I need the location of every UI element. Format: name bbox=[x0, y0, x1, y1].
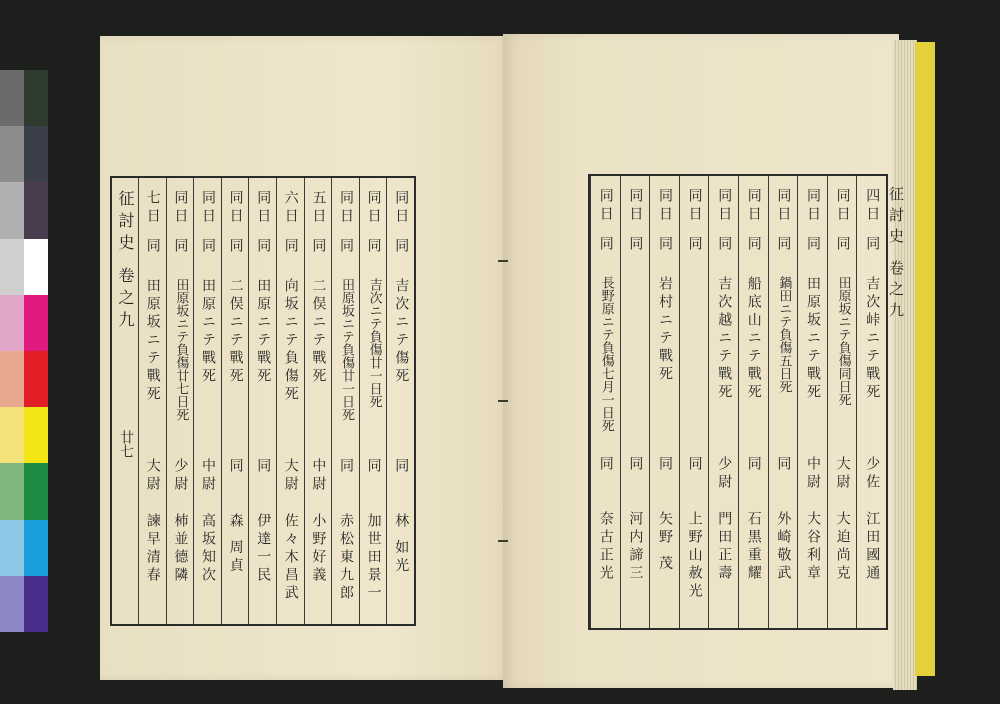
record-word: 同 bbox=[282, 238, 299, 256]
record-word: 同 bbox=[627, 236, 644, 254]
color-swatch bbox=[0, 70, 24, 126]
record-date: 同日 bbox=[337, 190, 354, 226]
color-swatch bbox=[0, 239, 24, 295]
record-date: 同日 bbox=[255, 190, 272, 226]
record-rank: 同 bbox=[775, 456, 792, 474]
record-name: 上野山赦光 bbox=[686, 511, 703, 601]
record-name: 矢野 茂 bbox=[656, 511, 673, 574]
record-rank: 同 bbox=[337, 458, 354, 476]
record-event: 田原ニテ戰死 bbox=[199, 278, 216, 386]
record-column bbox=[166, 178, 194, 624]
record-name: 奈古正光 bbox=[597, 511, 614, 583]
record-date: 同日 bbox=[393, 190, 410, 226]
record-name: 江田國通 bbox=[864, 511, 881, 583]
record-name: 佐々木昌武 bbox=[282, 513, 299, 603]
record-column bbox=[649, 176, 679, 628]
record-date: 七日 bbox=[144, 190, 161, 226]
record-column bbox=[386, 178, 414, 624]
record-date: 同日 bbox=[365, 190, 382, 226]
record-rank: 同 bbox=[686, 456, 703, 474]
record-rank: 同 bbox=[365, 458, 382, 476]
record-event: 吉次越ニテ戰死 bbox=[716, 276, 733, 402]
record-name: 大迫尚克 bbox=[834, 511, 851, 583]
record-column bbox=[679, 176, 709, 628]
record-event: 長野原ニテ負傷七月一日死 bbox=[598, 276, 614, 432]
record-rank: 大尉 bbox=[144, 458, 161, 494]
record-word: 同 bbox=[864, 236, 881, 254]
record-name: 赤松東九郎 bbox=[337, 513, 354, 603]
record-word: 同 bbox=[365, 238, 382, 256]
record-rank: 同 bbox=[393, 458, 410, 476]
record-column bbox=[138, 178, 166, 624]
record-rank: 少佐 bbox=[864, 456, 881, 492]
record-name: 大谷利章 bbox=[804, 511, 821, 583]
binding-stitch bbox=[498, 260, 508, 262]
record-date: 四日 bbox=[864, 188, 881, 224]
record-rank: 大尉 bbox=[282, 458, 299, 494]
record-event: 田原坂ニテ負傷廿七日死 bbox=[173, 278, 189, 421]
record-name: 石黒重耀 bbox=[745, 511, 762, 583]
record-event: 田原坂ニテ負傷同日死 bbox=[835, 276, 851, 406]
binding-stitch bbox=[498, 540, 508, 542]
record-word: 同 bbox=[255, 238, 272, 256]
color-swatch bbox=[24, 295, 48, 351]
record-word: 同 bbox=[834, 236, 851, 254]
record-column bbox=[827, 176, 857, 628]
record-name: 門田正壽 bbox=[716, 511, 733, 583]
record-rank: 中尉 bbox=[310, 458, 327, 494]
record-column bbox=[331, 178, 359, 624]
record-column bbox=[708, 176, 738, 628]
record-word: 同 bbox=[775, 236, 792, 254]
record-column bbox=[590, 176, 620, 628]
record-date: 同日 bbox=[745, 188, 762, 224]
right-margin-title: 征討史 卷之九 bbox=[887, 186, 905, 323]
record-event: 吉次峠ニテ戰死 bbox=[864, 276, 881, 402]
record-rank: 同 bbox=[745, 456, 762, 474]
record-name: 加世田景一 bbox=[365, 513, 382, 603]
record-rank: 少尉 bbox=[172, 458, 189, 494]
record-word: 同 bbox=[716, 236, 733, 254]
record-event: 船底山ニテ戰死 bbox=[745, 276, 762, 402]
record-rank: 大尉 bbox=[834, 456, 851, 492]
record-name: 杮並德隣 bbox=[172, 513, 189, 585]
record-rank: 同 bbox=[656, 456, 673, 474]
record-date: 同日 bbox=[834, 188, 851, 224]
record-event: 吉次ニテ負傷廿一日死 bbox=[366, 278, 382, 408]
record-word: 同 bbox=[686, 236, 703, 254]
record-column bbox=[768, 176, 798, 628]
record-name: 河内諦三 bbox=[627, 511, 644, 583]
page-edges bbox=[893, 40, 917, 690]
record-rank: 同 bbox=[227, 458, 244, 476]
color-swatch bbox=[0, 520, 24, 576]
record-column bbox=[221, 178, 249, 624]
color-swatch bbox=[0, 351, 24, 407]
record-word: 同 bbox=[745, 236, 762, 254]
record-date: 同日 bbox=[199, 190, 216, 226]
record-event: 田原ニテ戰死 bbox=[255, 278, 272, 386]
record-word: 同 bbox=[656, 236, 673, 254]
record-column bbox=[797, 176, 827, 628]
record-name: 高坂知次 bbox=[199, 513, 216, 585]
yellow-cover-edge bbox=[915, 42, 935, 676]
record-date: 同日 bbox=[686, 188, 703, 224]
color-swatch bbox=[24, 576, 48, 632]
record-event: 田原坂ニテ戰死 bbox=[804, 276, 821, 402]
record-column bbox=[276, 178, 304, 624]
color-calibration-bar bbox=[0, 70, 48, 632]
record-column bbox=[304, 178, 332, 624]
record-word: 同 bbox=[804, 236, 821, 254]
record-event: 二俣ニテ戰死 bbox=[227, 278, 244, 386]
record-rank: 同 bbox=[627, 456, 644, 474]
color-swatch bbox=[0, 126, 24, 182]
left-page-number: 廿七 bbox=[118, 430, 134, 458]
record-name: 森 周貞 bbox=[227, 513, 244, 576]
color-swatch bbox=[24, 70, 48, 126]
record-rank: 同 bbox=[597, 456, 614, 474]
record-column bbox=[620, 176, 650, 628]
record-event: 二俣ニテ戰死 bbox=[310, 278, 327, 386]
color-swatch bbox=[0, 463, 24, 519]
record-word: 同 bbox=[337, 238, 354, 256]
record-rank: 同 bbox=[255, 458, 272, 476]
record-word: 同 bbox=[199, 238, 216, 256]
record-word: 同 bbox=[144, 238, 161, 256]
color-swatch bbox=[0, 182, 24, 238]
record-date: 同日 bbox=[227, 190, 244, 226]
color-swatch bbox=[24, 182, 48, 238]
record-word: 同 bbox=[172, 238, 189, 256]
record-rank: 少尉 bbox=[716, 456, 733, 492]
record-date: 同日 bbox=[804, 188, 821, 224]
color-swatch bbox=[24, 463, 48, 519]
record-event: 田原坂ニテ負傷廿一日死 bbox=[338, 278, 354, 421]
color-swatch bbox=[0, 407, 24, 463]
record-date: 同日 bbox=[597, 188, 614, 224]
record-column bbox=[359, 178, 387, 624]
record-event: 吉次ニテ傷死 bbox=[393, 278, 410, 386]
color-swatch bbox=[0, 576, 24, 632]
record-rank: 中尉 bbox=[199, 458, 216, 494]
record-rank: 中尉 bbox=[804, 456, 821, 492]
color-swatch bbox=[24, 520, 48, 576]
record-date: 同日 bbox=[775, 188, 792, 224]
record-name: 外崎敬武 bbox=[775, 511, 792, 583]
record-date: 同日 bbox=[656, 188, 673, 224]
color-swatch bbox=[24, 351, 48, 407]
record-word: 同 bbox=[393, 238, 410, 256]
binding-stitch bbox=[498, 400, 508, 402]
record-event: 向坂ニテ負傷死 bbox=[282, 278, 299, 404]
record-date: 六日 bbox=[282, 190, 299, 226]
right-ruled-table bbox=[588, 174, 888, 630]
record-word: 同 bbox=[310, 238, 327, 256]
record-name: 小野好義 bbox=[310, 513, 327, 585]
record-column bbox=[248, 178, 276, 624]
record-event: 鍋田ニテ負傷五日死 bbox=[776, 276, 792, 393]
record-date: 五日 bbox=[310, 190, 327, 226]
record-name: 諫早清春 bbox=[144, 513, 161, 585]
color-swatch bbox=[24, 126, 48, 182]
record-word: 同 bbox=[597, 236, 614, 254]
record-event: 田原坂ニテ戰死 bbox=[144, 278, 161, 404]
record-date: 同日 bbox=[716, 188, 733, 224]
record-event: 岩村ニテ戰死 bbox=[656, 276, 673, 384]
record-date: 同日 bbox=[172, 190, 189, 226]
record-date: 同日 bbox=[627, 188, 644, 224]
record-name: 林 如光 bbox=[393, 513, 410, 576]
record-column bbox=[856, 176, 886, 628]
color-swatch bbox=[0, 295, 24, 351]
left-margin-title: 征討史 卷之九 bbox=[116, 190, 135, 334]
left-ruled-table bbox=[110, 176, 416, 626]
record-column bbox=[193, 178, 221, 624]
record-column bbox=[738, 176, 768, 628]
record-word: 同 bbox=[227, 238, 244, 256]
color-swatch bbox=[24, 407, 48, 463]
color-swatch bbox=[24, 239, 48, 295]
record-name: 伊達一民 bbox=[255, 513, 272, 585]
